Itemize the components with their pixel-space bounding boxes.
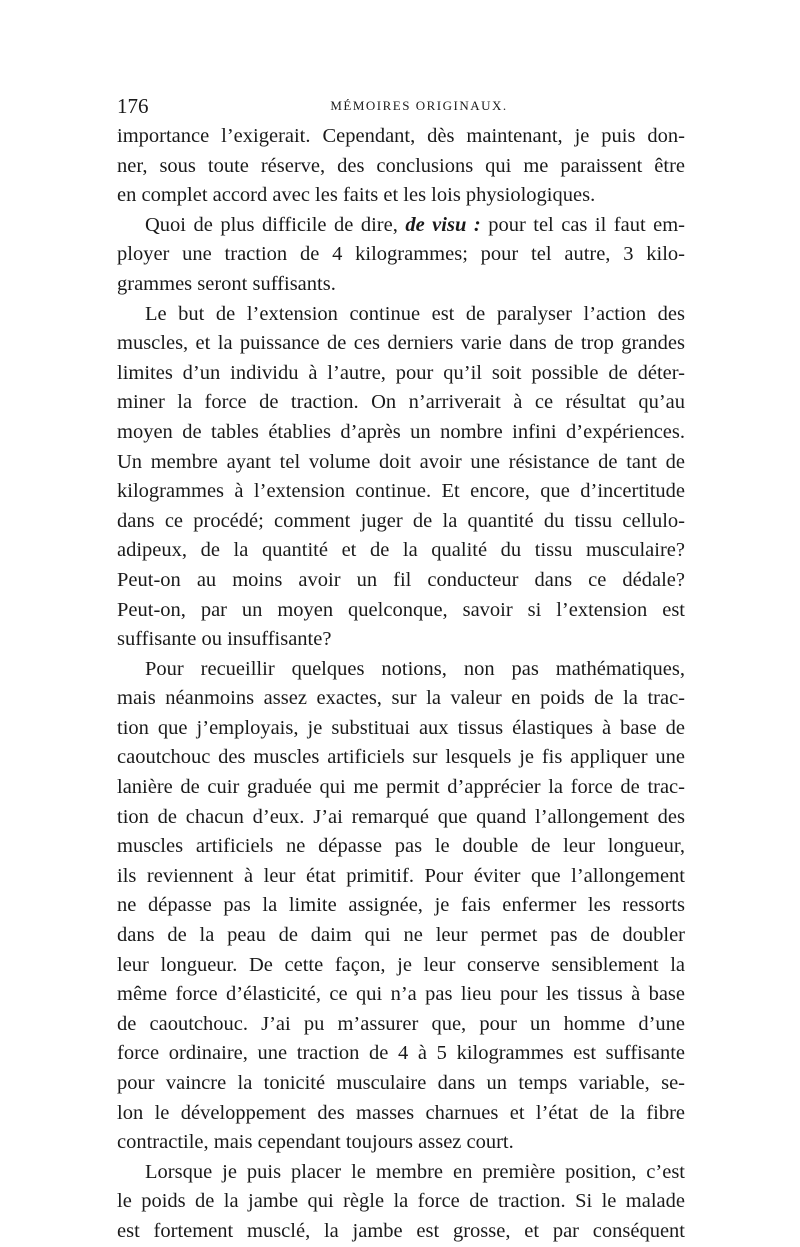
- text-segment: pour tel cas il faut em-: [488, 213, 686, 236]
- text-line: lanière de cuir graduée qui me permit d’apprécier la force de trac-: [117, 776, 685, 799]
- text-line: tion de chacun d’eux. J’ai remarqué que quand l’allongement des: [117, 805, 685, 828]
- text-line: suffisante ou insuffisante?: [117, 628, 332, 651]
- text-line: lon le développement des masses charnues et l’état de la fibre: [117, 1101, 685, 1124]
- text-line: dans ce procédé; comment juger de la quantité du tissu cellulo-: [117, 509, 685, 532]
- paragraph-5: [117, 1158, 685, 1247]
- text-line: limites d’un individu à l’autre, pour qu’il soit possible de déter-: [117, 361, 685, 384]
- text-line: ils reviennent à leur état primitif. Pour éviter que l’allongement: [117, 864, 685, 887]
- text-line: dans de la peau de daim qui ne leur permet pas de doubler: [117, 924, 685, 947]
- text-line: mais néanmoins assez exactes, sur la valeur en poids de la trac-: [117, 687, 685, 710]
- text-line: tion que j’employais, je substituai aux tissus élastiques à base de: [117, 716, 685, 739]
- text-line: ner, sous toute réserve, des conclusions qui me paraissent être: [117, 154, 685, 177]
- text-line: ne dépasse pas la limite assignée, je fais enfermer les ressorts: [117, 894, 685, 917]
- text-line: adipeux, de la quantité et de la qualité du tissu musculaire?: [117, 539, 685, 562]
- text-line: leur longueur. De cette façon, je leur conserve sensiblement la: [117, 953, 685, 976]
- text-line: miner la force de traction. On n’arriverait à ce résultat qu’au: [117, 391, 685, 414]
- text-line: contractile, mais cependant toujours assez court.: [117, 1131, 514, 1154]
- paragraph-3: [117, 300, 685, 655]
- text-line: Un membre ayant tel volume doit avoir une résistance de tant de: [117, 450, 685, 473]
- text-segment: Quoi de plus difficile de dire,: [145, 213, 398, 236]
- page-number: 176: [117, 94, 149, 118]
- text-line: Lorsque je puis placer le membre en première position, c’est: [145, 1160, 685, 1183]
- text-line: le poids de la jambe qui règle la force de traction. Si le malade: [117, 1190, 685, 1213]
- text-line: ployer une traction de 4 kilogrammes; pour tel autre, 3 kilo-: [117, 243, 685, 266]
- text-line: grammes seront suffisants.: [117, 272, 336, 295]
- text-line: force ordinaire, une traction de 4 à 5 kilogrammes est suffisante: [117, 1042, 685, 1065]
- text-line: Pour recueillir quelques notions, non pas mathématiques,: [145, 657, 685, 680]
- text-line: moyen de tables établies d’après un nombre infini d’expériences.: [117, 420, 685, 443]
- running-head: [117, 92, 685, 120]
- paragraph-4: [117, 655, 685, 1158]
- text-line: caoutchouc des muscles artificiels sur lesquels je fis appliquer une: [117, 746, 685, 769]
- text-line: muscles artificiels ne dépasse pas le double de leur longueur,: [117, 835, 685, 858]
- text-line: pour vaincre la tonicité musculaire dans un temps variable, se-: [117, 1072, 685, 1094]
- text-line: Peut-on au moins avoir un fil conducteur dans ce dédale?: [117, 568, 685, 591]
- paragraph-1: [117, 122, 685, 211]
- text-line: importance l’exigerait. Cependant, dès maintenant, je puis don-: [117, 125, 685, 147]
- italic-phrase: de visu :: [405, 213, 481, 236]
- text-line: kilogrammes à l’extension continue. Et encore, que d’incertitude: [117, 480, 685, 503]
- text-line: de caoutchouc. J’ai pu m’assurer que, pour un homme d’une: [117, 1012, 685, 1035]
- text-line: en complet accord avec les faits et les lois physiologiques.: [117, 184, 596, 207]
- text-line: est fortement musclé, la jambe est grosse, et par conséquent: [117, 1219, 685, 1242]
- paragraph-2: [117, 211, 685, 300]
- text-line: même force d’élasticité, ce qui n’a pas lieu pour les tissus à base: [117, 983, 685, 1006]
- text-line: Peut-on, par un moyen quelconque, savoir si l’extension est: [117, 598, 685, 621]
- text-line: Le but de l’extension continue est de paralyser l’action des: [145, 302, 685, 325]
- running-title: MÉMOIRES ORIGINAUX.: [330, 98, 508, 113]
- text-line: [117, 211, 685, 241]
- book-page: [117, 92, 685, 1247]
- text-line: muscles, et la puissance de ces derniers varie dans de trop grandes: [117, 332, 685, 355]
